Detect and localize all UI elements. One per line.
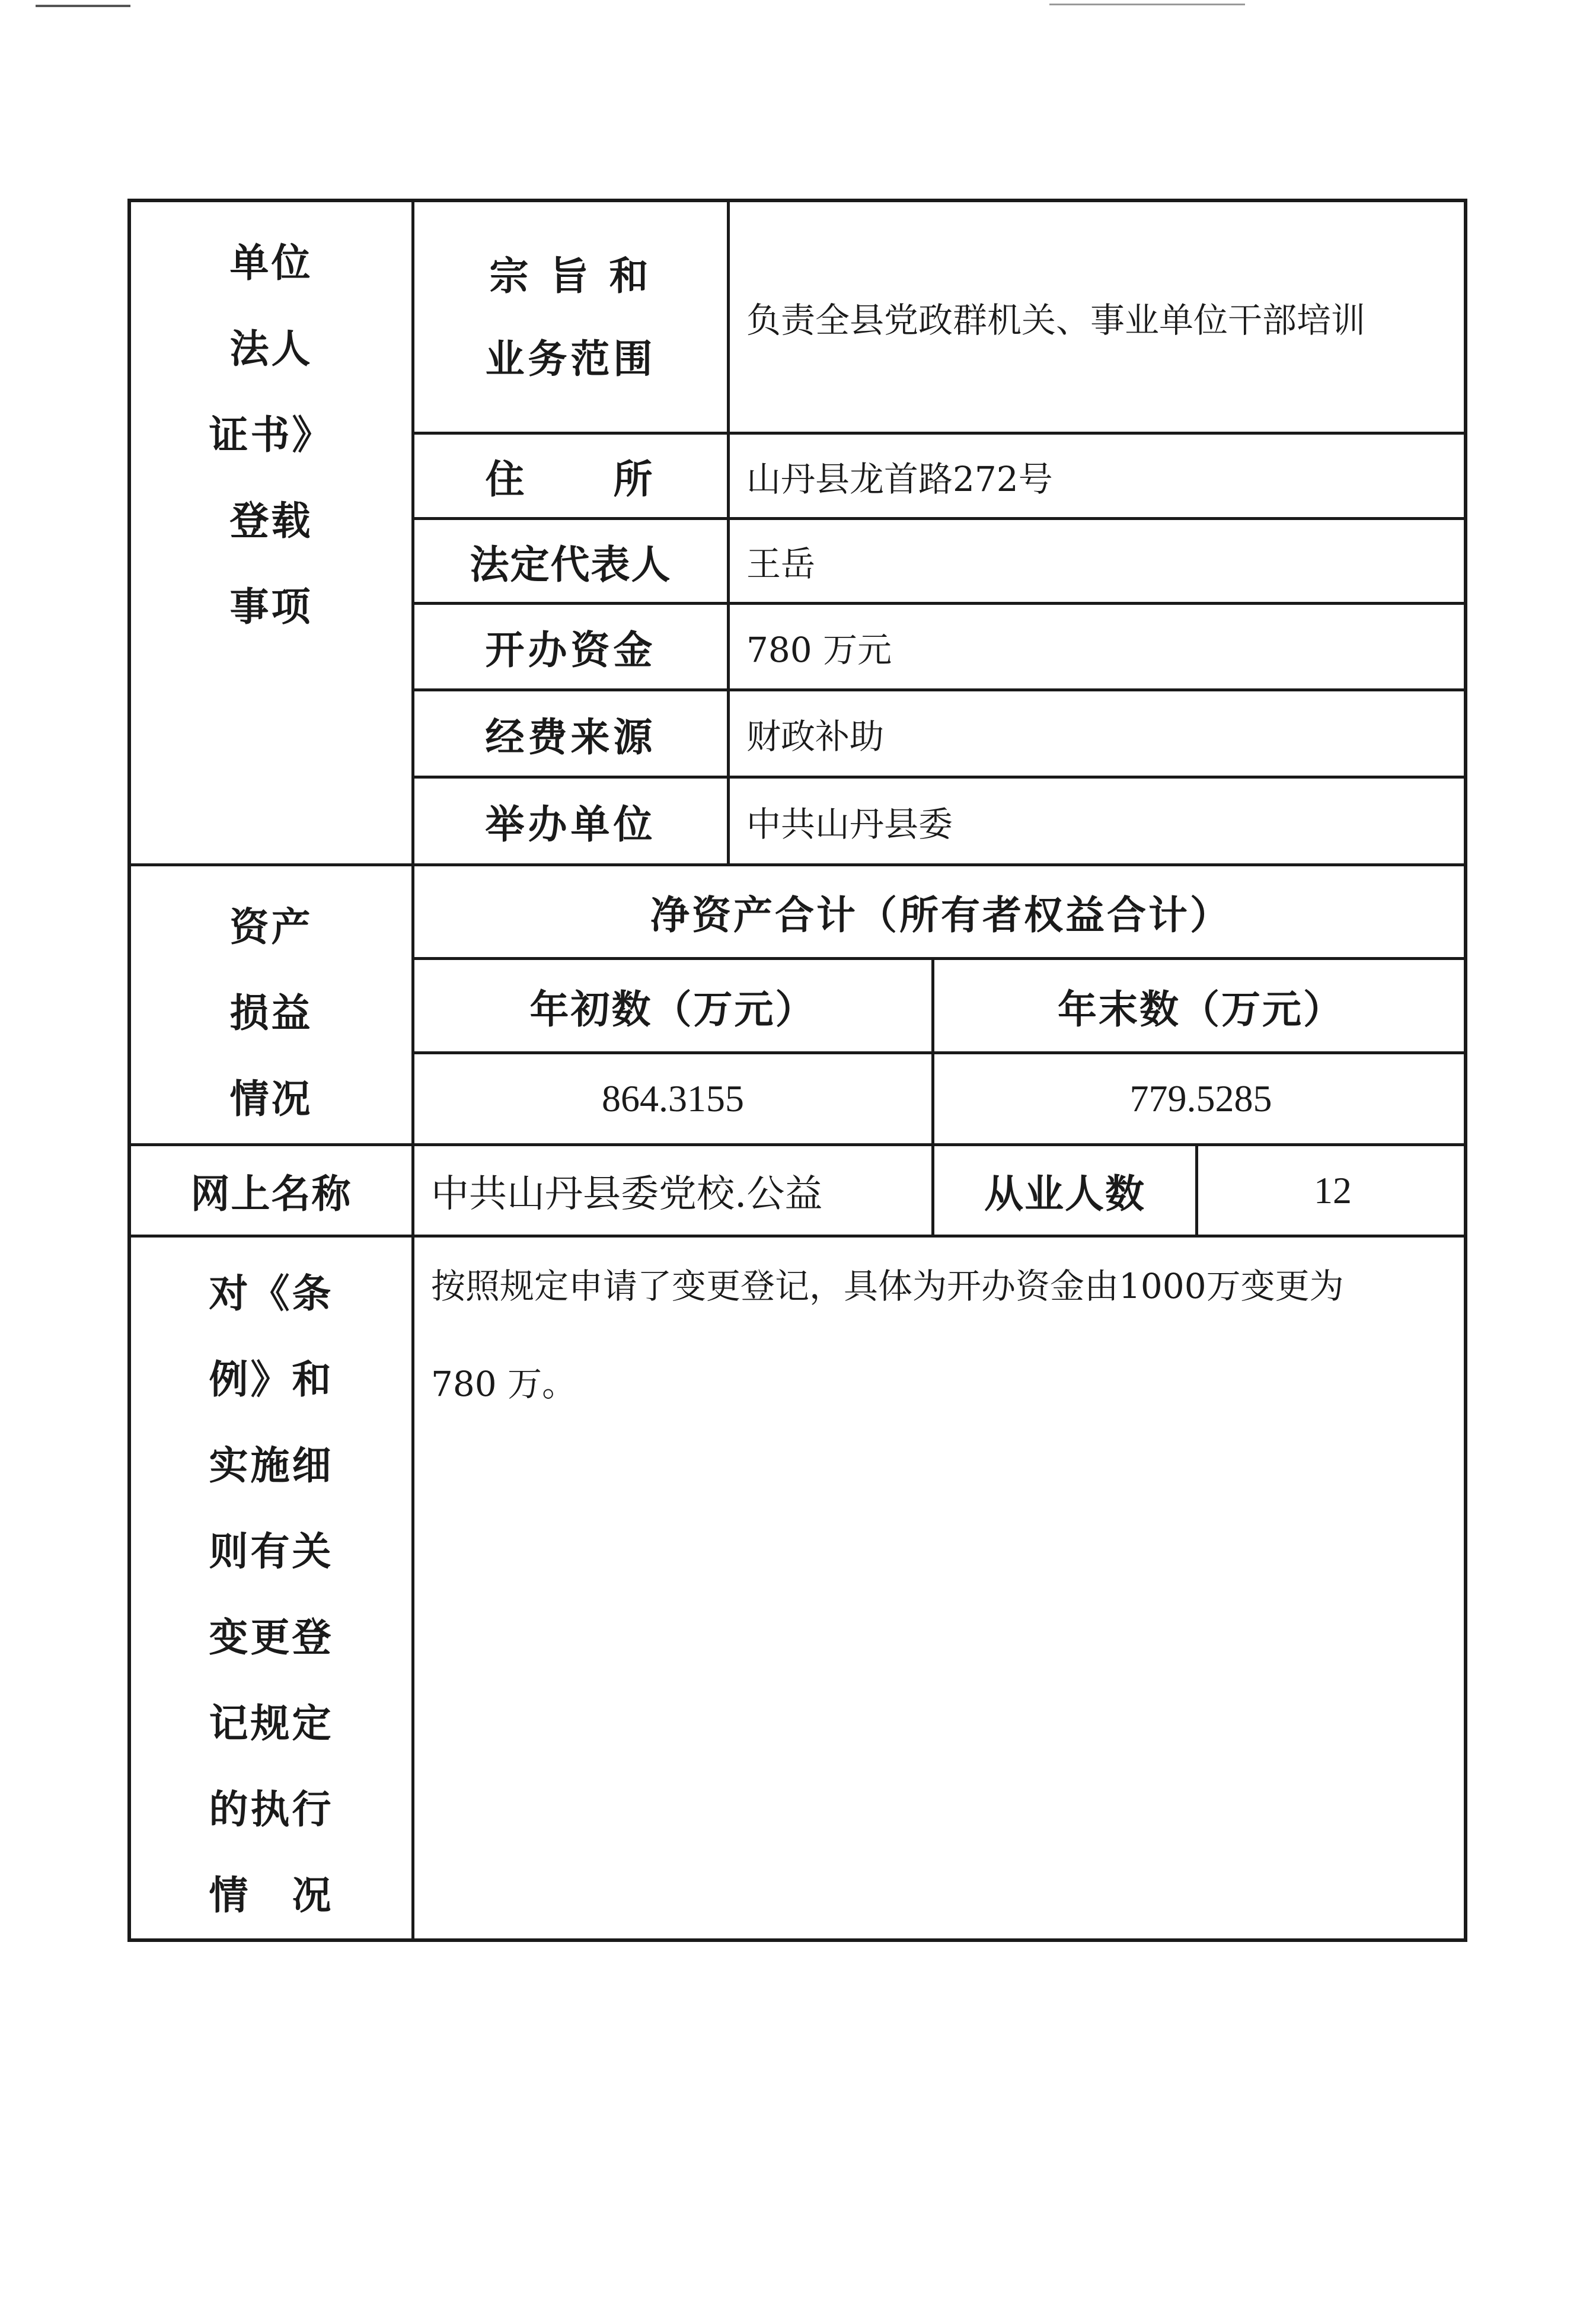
registration-table bbox=[127, 199, 1467, 1942]
registration-label-line: 登载 bbox=[229, 497, 313, 544]
registration-label-line: 事项 bbox=[229, 583, 313, 630]
legal-rep-value: 王岳 bbox=[746, 544, 816, 584]
address-label: 住 所 bbox=[485, 456, 656, 502]
assets-label-line: 损益 bbox=[229, 990, 313, 1036]
capital-value: 780 万元 bbox=[746, 629, 892, 670]
registration-label-line: 单位 bbox=[229, 240, 313, 286]
legal-rep-label: 法定代表人 bbox=[470, 541, 672, 588]
compliance-label-line: 则有关 bbox=[209, 1528, 334, 1574]
purpose-value: 负责全县党政群机关、事业单位干部培训 bbox=[746, 299, 1366, 340]
compliance-section-label bbox=[131, 1251, 411, 1932]
compliance-notes-line-2: 780 万。 bbox=[431, 1364, 577, 1404]
capital-label: 开办资金 bbox=[485, 627, 656, 673]
purpose-label-line: 宗 旨 和 bbox=[489, 252, 652, 299]
compliance-notes-line-1: 按照规定申请了变更登记，具体为开办资金由1000万变更为 bbox=[431, 1266, 1344, 1306]
assets-label-line: 情况 bbox=[229, 1076, 313, 1122]
funding-value: 财政补助 bbox=[746, 716, 885, 757]
address-value: 山丹县龙首路272号 bbox=[746, 458, 1053, 499]
compliance-notes bbox=[414, 1238, 1467, 1433]
page-edge-mark-right bbox=[1049, 0, 1245, 5]
online-name-value: 中共山丹县委党校.公益 bbox=[431, 1172, 823, 1216]
registration-label-line: 证书》 bbox=[209, 412, 334, 458]
sponsor-value: 中共山丹县委 bbox=[746, 803, 953, 844]
compliance-label-line: 记规定 bbox=[209, 1700, 334, 1746]
compliance-label-line: 情 况 bbox=[209, 1872, 334, 1918]
registration-section-label bbox=[131, 220, 411, 863]
funding-label: 经费来源 bbox=[485, 713, 656, 760]
staff-count-label: 从业人数 bbox=[984, 1171, 1145, 1217]
compliance-label-line: 的执行 bbox=[209, 1786, 334, 1832]
staff-count-value: 12 bbox=[1314, 1169, 1352, 1211]
online-name-label: 网上名称 bbox=[190, 1171, 352, 1217]
start-of-year-value: 864.3155 bbox=[602, 1077, 744, 1120]
purpose-label-line: 业务范围 bbox=[485, 335, 656, 382]
assets-label-line: 资产 bbox=[229, 904, 313, 950]
registration-label-line: 法人 bbox=[229, 326, 313, 372]
start-of-year-label: 年初数（万元） bbox=[529, 986, 816, 1032]
page-edge-mark bbox=[36, 0, 130, 7]
compliance-label-line: 对《条 bbox=[209, 1270, 334, 1316]
net-assets-header: 净资产合计（所有者权益合计） bbox=[650, 892, 1231, 938]
purpose-label bbox=[414, 202, 727, 432]
compliance-label-line: 实施细 bbox=[209, 1442, 334, 1488]
compliance-label-line: 例》和 bbox=[209, 1356, 334, 1402]
end-of-year-label: 年末数（万元） bbox=[1058, 986, 1344, 1032]
sponsor-label: 举办单位 bbox=[485, 801, 656, 847]
compliance-label-line: 变更登 bbox=[209, 1614, 334, 1660]
end-of-year-value: 779.5285 bbox=[1129, 1077, 1272, 1120]
assets-section-label bbox=[131, 884, 411, 1143]
